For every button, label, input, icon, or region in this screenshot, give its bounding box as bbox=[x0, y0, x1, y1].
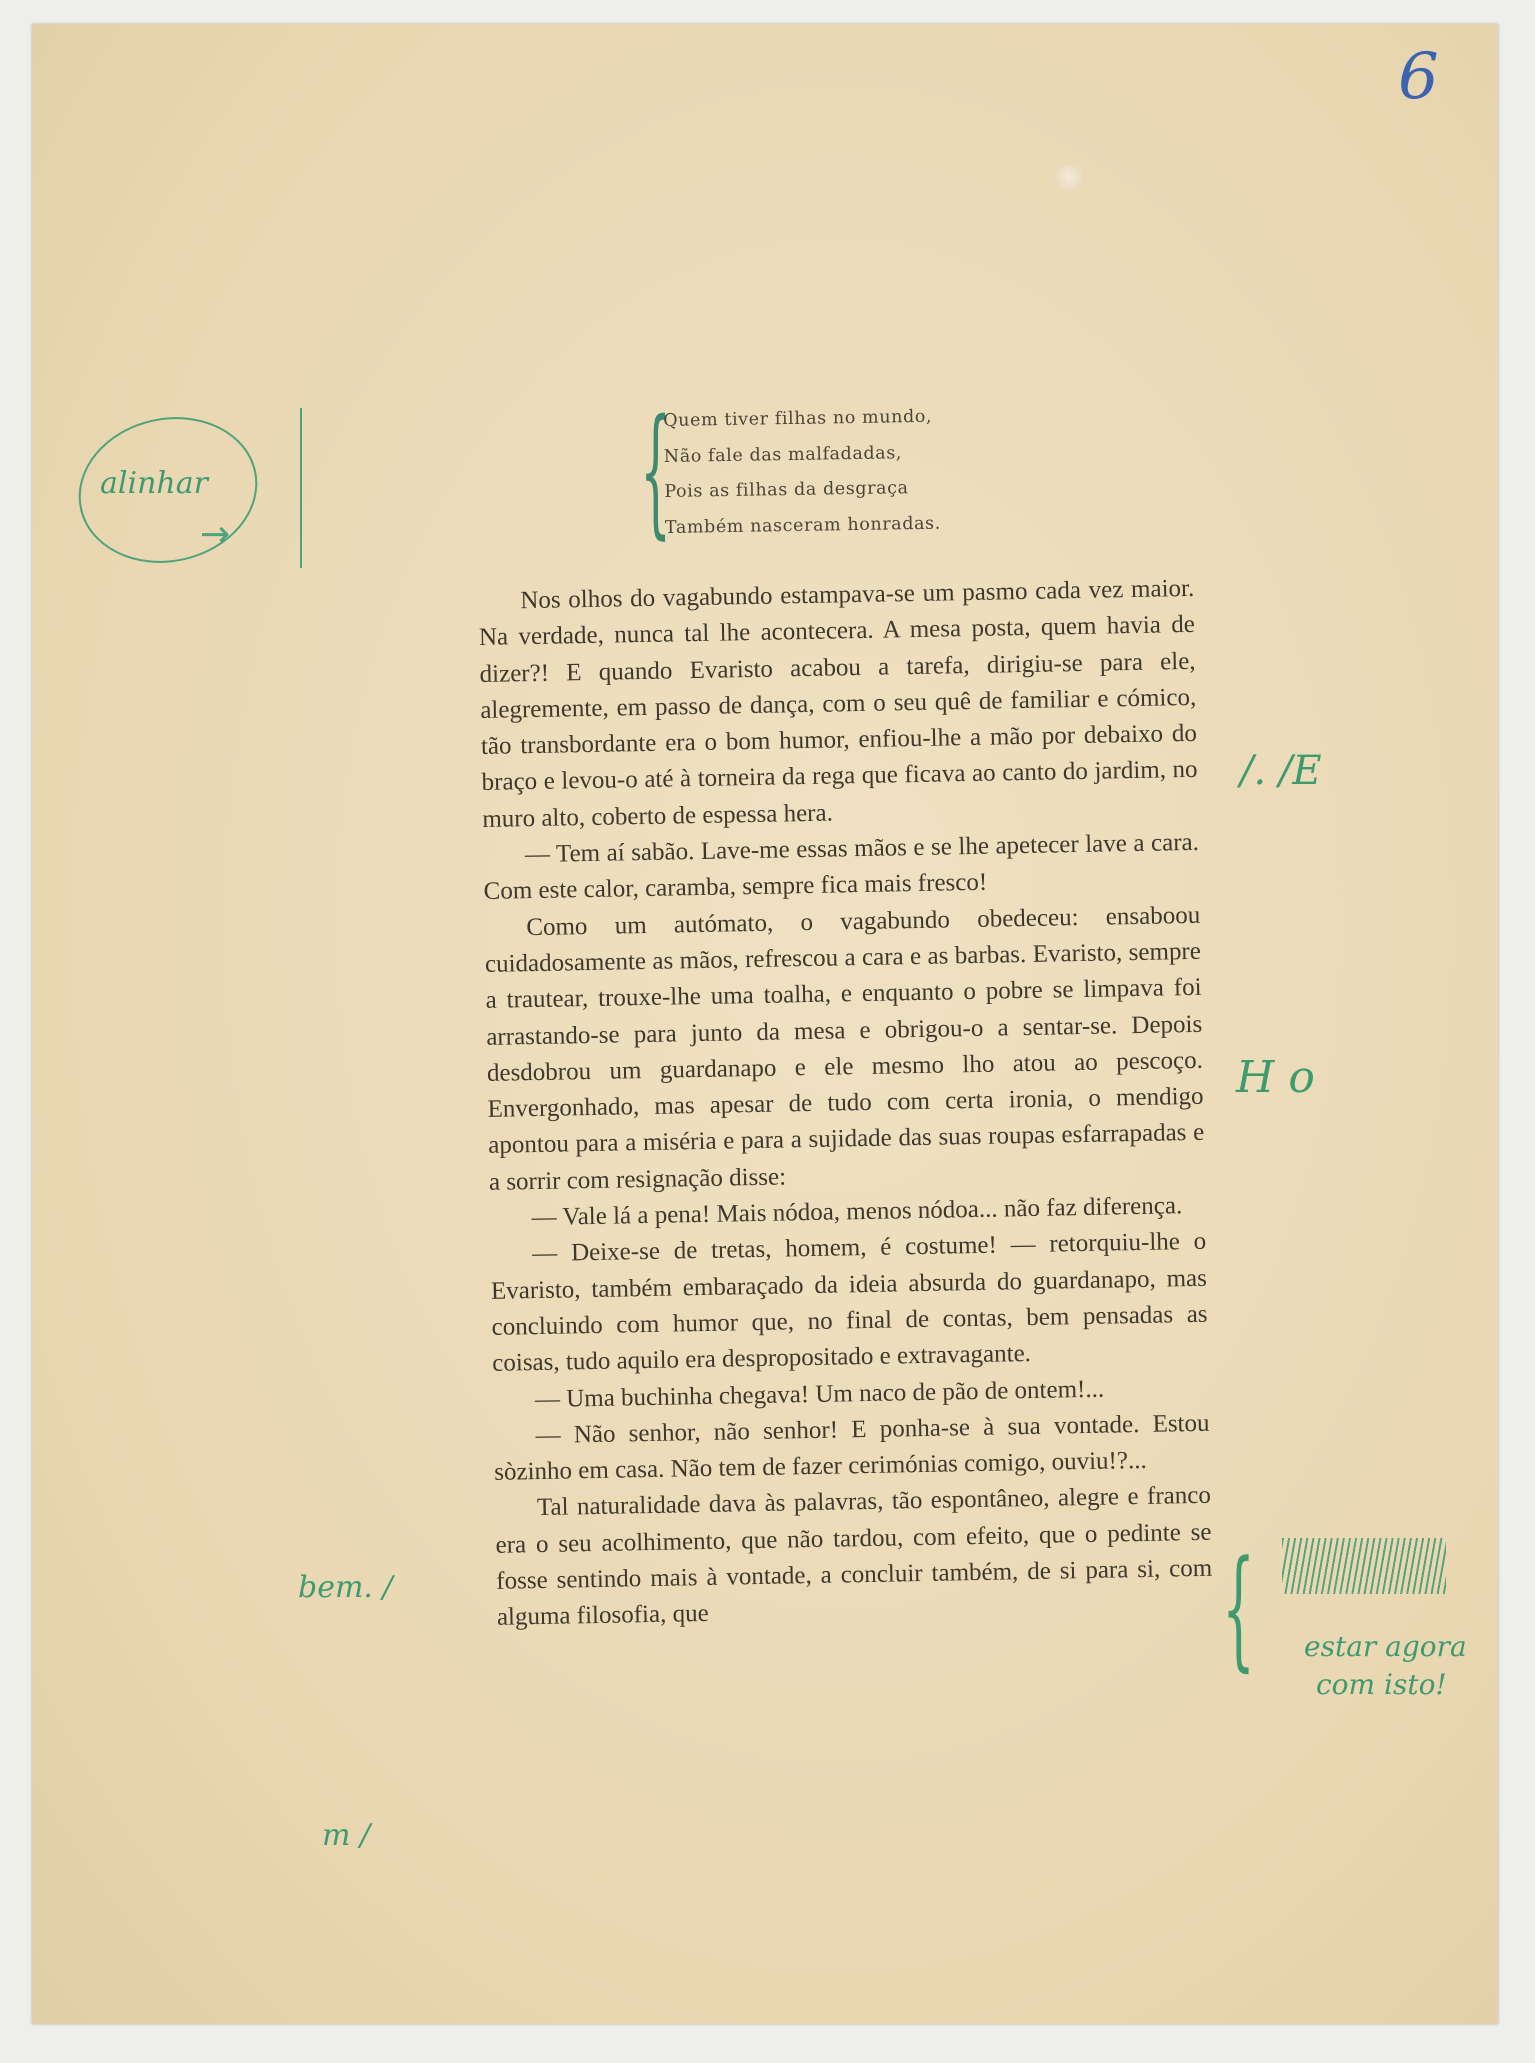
paragraph: Nos olhos do vagabundo estampava-se um pasmo cada vez maior. Na verdade, nunca tal lhe acontecera. A mesa posta, quem havia de dizer?! E quando Evaristo acabou a tarefa, dirigiu-se para ele, alegremente, em passo de dança, com o seu quê de familiar e cómico, tão transbordante era o bom humor, enfiou-lhe a mão por debaixo do braço e levou-o até à torneira da rega que ficava ao canto do jardim, no muro alto, coberto de espessa hera. bbox=[478, 574, 1198, 833]
alignment-bar bbox=[300, 408, 302, 568]
paragraph: — Tem aí sabão. Lave-me essas mãos e se lhe apetecer lave a cara. Com este calor, caramba, sempre fica mais fresco! bbox=[483, 828, 1200, 906]
margin-note-ho: H o bbox=[1236, 1052, 1315, 1103]
paragraph: Como um autómato, o vagabundo obedeceu: ensaboou cuidadosamente as mãos, refrescou a cara e as barbas. Evaristo, sempre a trautear, trouxe-lhe uma toalha, e enquanto o pobre se limpava foi arrastando-se para junto da mesa e obrigou-o a sentar-se. Depois desdobrou um guardanapo e ele mesmo lho atou ao pescoço. Envergonhado, mas apesar de tudo com certa ironia, o mendigo apontou para a miséria e para a sujidade das suas roupas esfarrapadas e a sorrir com resignação disse: bbox=[484, 901, 1205, 1196]
annotation-brace-mark: { bbox=[1222, 1532, 1256, 1684]
poem-line: Quem tiver filhas no mundo, bbox=[663, 406, 933, 431]
margin-note-m: m / bbox=[322, 1818, 371, 1853]
paragraph: — Não senhor, não senhor! E ponha-se à sua vontade. Estou sòzinho em casa. Não tem de fazer cerimónias comigo, ouviu!?... bbox=[494, 1409, 1210, 1486]
margin-note-alinhar: alinhar bbox=[100, 466, 208, 501]
body-text bbox=[478, 571, 1213, 1637]
margin-note-com-isto: com isto! bbox=[1316, 1668, 1447, 1701]
page-number: 6 bbox=[1398, 40, 1439, 114]
paragraph: Tal naturalidade dava às palavras, tão espontâneo, alegre e franco era o seu acolhimento, que não tardou, com efeito, que o pedinte se fosse sentindo mais à vontade, a concluir também, de si para si, com alguma filosofia, que bbox=[495, 1482, 1213, 1632]
poem-line: Não fale das malfadadas, bbox=[663, 442, 903, 467]
margin-note-punctuation: /. /E bbox=[1240, 748, 1322, 794]
poem-line: Também nasceram honradas. bbox=[664, 513, 941, 538]
margin-note-bem: bem. / bbox=[298, 1570, 393, 1605]
paragraph: — Uma buchinha chegava! Um naco de pão de ontem!... bbox=[534, 1375, 1105, 1413]
paper-stamp-mark bbox=[1052, 164, 1086, 190]
paragraph: — Vale lá a pena! Mais nódoa, menos nódoa... não faz diferença. bbox=[531, 1192, 1183, 1232]
crossed-out-scribble bbox=[1282, 1538, 1446, 1594]
poem-line: Pois as filhas da desgraça bbox=[664, 478, 909, 502]
margin-note-estar-agora: estar agora bbox=[1304, 1630, 1467, 1663]
poem-brace-mark: { bbox=[640, 390, 672, 553]
arrow-icon: → bbox=[200, 514, 231, 555]
paragraph: — Deixe-se de tretas, homem, é costume! — retorquiu-lhe o Evaristo, também embaraçado da ideia absurda do guardanapo, mas concluindo com humor que, no final de contas, bem pensadas as coisas, tudo aquilo era despropositado e extravagante. bbox=[490, 1228, 1208, 1378]
poem-stanza bbox=[663, 398, 1025, 546]
